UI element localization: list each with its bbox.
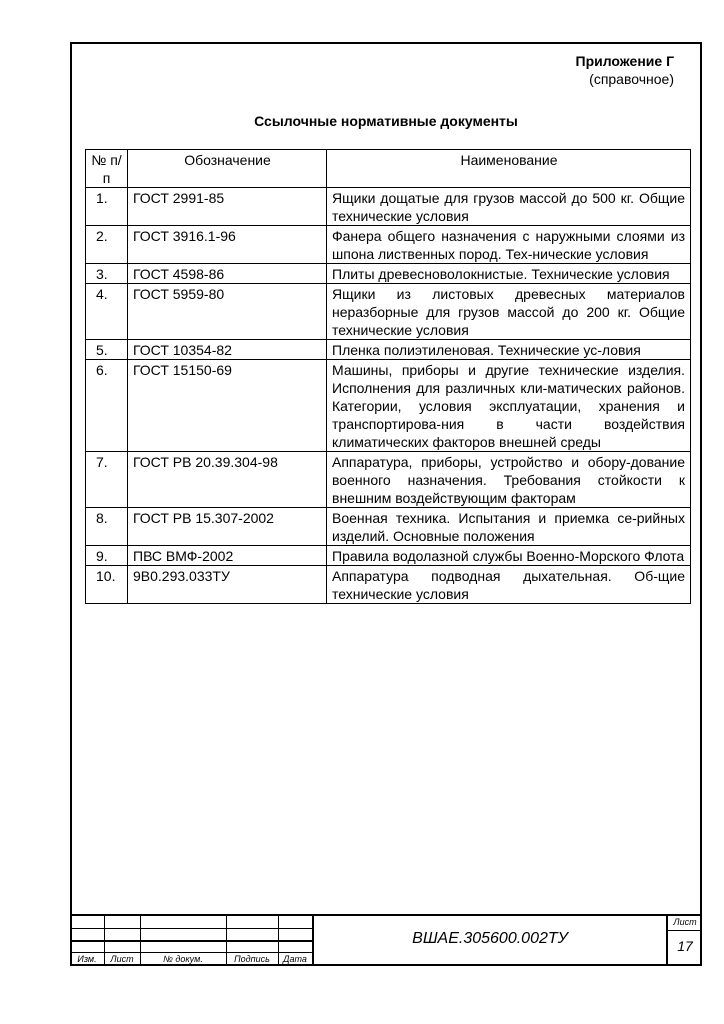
row-name: Пленка полиэтиленовая. Технические ус-ловия <box>327 340 691 360</box>
revision-grid <box>70 916 312 966</box>
row-num: 5. <box>86 340 128 360</box>
row-num: 2. <box>86 226 128 264</box>
row-name: Машины, приборы и другие технические изделия. Исполнения для различных кли-матических районов. Категории, условия эксплуатации, хранения и транспортирова-ния в части воздействия климатических факторов внешней среды <box>327 360 691 452</box>
caption-list: Лист <box>110 954 134 964</box>
row-designation: ГОСТ РВ 15.307-2002 <box>128 508 327 546</box>
row-designation: ГОСТ РВ 20.39.304-98 <box>128 452 327 508</box>
table-row <box>86 188 691 226</box>
row-designation: ПВС ВМФ-2002 <box>128 546 327 566</box>
sheet-number: 17 <box>677 938 693 954</box>
sheet-label: Лист <box>673 917 697 927</box>
table-row <box>86 452 691 508</box>
row-name: Правила водолазной службы Военно-Морского Флота <box>327 546 691 566</box>
section-heading: Ссылочные нормативные документы <box>254 113 518 129</box>
header-designation: Обозначение <box>128 150 327 188</box>
row-num: 3. <box>86 264 128 284</box>
caption-signature: Подпись <box>234 954 270 964</box>
row-name: Ящики из листовых древесных материалов неразборные для грузов массой до 200 кг. Общие технические условия <box>327 284 691 340</box>
row-designation: ГОСТ 2991-85 <box>128 188 327 226</box>
header-num: № п/п <box>86 150 128 188</box>
table-row <box>86 546 691 566</box>
row-num: 4. <box>86 284 128 340</box>
row-designation: ГОСТ 4598-86 <box>128 264 327 284</box>
references-table <box>85 149 691 604</box>
title-block <box>70 914 702 966</box>
table-header-row <box>86 150 691 188</box>
document-code: ВШАЕ.305600.002ТУ <box>412 930 568 947</box>
row-designation: 9В0.293.033ТУ <box>128 566 327 604</box>
header-name: Наименование <box>327 150 691 188</box>
table-row <box>86 284 691 340</box>
table-row <box>86 508 691 546</box>
row-name: Военная техника. Испытания и приемка се-рийных изделий. Основные положения <box>327 508 691 546</box>
row-designation: ГОСТ 5959-80 <box>128 284 327 340</box>
caption-doc-num: № докум. <box>163 954 203 964</box>
row-name: Аппаратура подводная дыхательная. Об-щие технические условия <box>327 566 691 604</box>
row-designation: ГОСТ 3916.1-96 <box>128 226 327 264</box>
row-num: 9. <box>86 546 128 566</box>
row-num: 8. <box>86 508 128 546</box>
table-row <box>86 566 691 604</box>
caption-date: Дата <box>283 954 307 964</box>
table-row <box>86 360 691 452</box>
appendix-note: (справочное) <box>589 71 674 87</box>
table-row <box>86 226 691 264</box>
row-name: Аппаратура, приборы, устройство и обору-дование военного назначения. Требования стойкости к внешним воздействующим факторам <box>327 452 691 508</box>
appendix-title: Приложение Г <box>575 53 674 69</box>
table-row <box>86 340 691 360</box>
row-name: Фанера общего назначения с наружными слоями из шпона лиственных пород. Тех-нические условия <box>327 226 691 264</box>
row-designation: ГОСТ 10354-82 <box>128 340 327 360</box>
row-name: Плиты древесноволокнистые. Технические условия <box>327 264 691 284</box>
row-designation: ГОСТ 15150-69 <box>128 360 327 452</box>
caption-izm: Изм. <box>77 954 97 964</box>
row-name: Ящики дощатые для грузов массой до 500 кг. Общие технические условия <box>327 188 691 226</box>
table-row <box>86 264 691 284</box>
row-num: 1. <box>86 188 128 226</box>
row-num: 7. <box>86 452 128 508</box>
row-num: 6. <box>86 360 128 452</box>
row-num: 10. <box>86 566 128 604</box>
